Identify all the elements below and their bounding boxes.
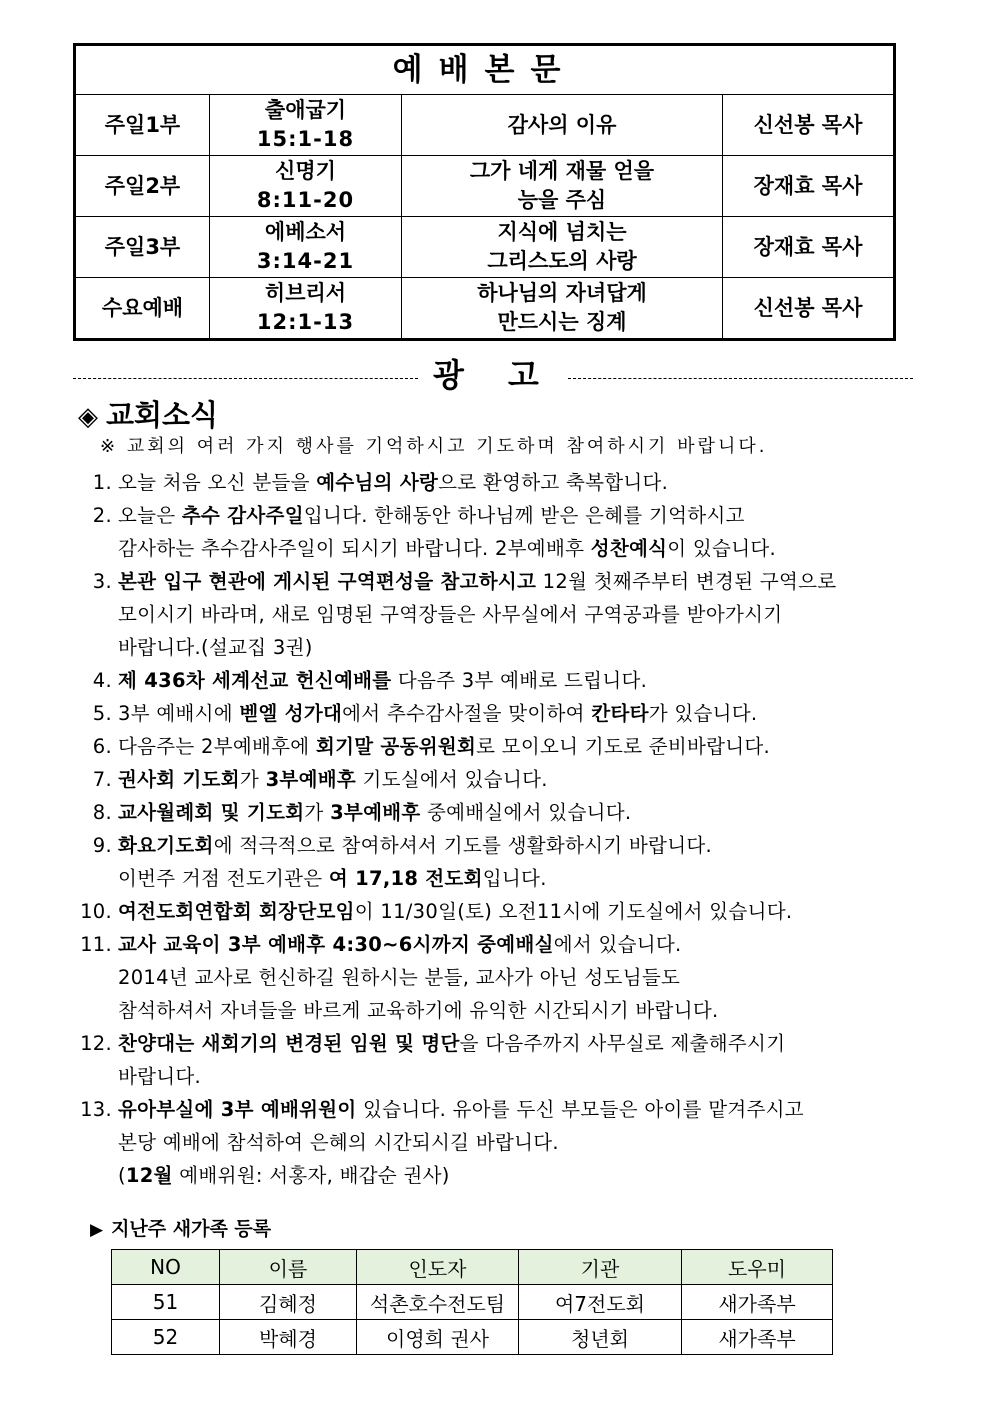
newfamily-header: 도우미 bbox=[682, 1250, 833, 1285]
item-text: 가 bbox=[239, 768, 266, 791]
sermon-row bbox=[75, 156, 895, 217]
sermon-topic bbox=[402, 95, 723, 156]
preacher: 장재효 목사 bbox=[723, 217, 895, 278]
item-text: 중예배실에서 있습니다. bbox=[420, 801, 632, 824]
item-text: 을 다음주까지 사무실로 제출해주시기 bbox=[459, 1032, 786, 1055]
emphasis-text: 제 436차 세계선교 헌신예배를 bbox=[118, 669, 392, 692]
emphasis-text: 찬양대는 새회기의 변경된 임원 및 명단 bbox=[118, 1032, 460, 1055]
newfamily-cell: 새가족부 bbox=[682, 1285, 833, 1320]
item-text: 이 있습니다. bbox=[667, 537, 776, 560]
dashed-divider-left bbox=[73, 378, 418, 379]
sermon-topic bbox=[402, 217, 723, 278]
news-item-line bbox=[66, 961, 926, 994]
news-item-number: 5. bbox=[92, 702, 112, 725]
emphasis-text: 여 17,18 전도회 bbox=[328, 867, 483, 890]
scripture-verse: 3:14-21 bbox=[256, 249, 355, 273]
news-item-line bbox=[66, 895, 926, 928]
news-item-number: 7. bbox=[92, 768, 112, 791]
sermon-row bbox=[75, 95, 895, 156]
newfamily-header: 인도자 bbox=[357, 1250, 519, 1285]
item-text: 이번주 거점 전도기관은 bbox=[118, 867, 329, 890]
newfamily-cell: 여7전도회 bbox=[519, 1285, 682, 1320]
sermon-row bbox=[75, 217, 895, 278]
sermon-table bbox=[73, 43, 896, 341]
item-text: 모이시기 바라며, 새로 임명된 구역장들은 사무실에서 구역공과를 받아가시기 bbox=[118, 603, 783, 626]
item-text: ( bbox=[118, 1164, 126, 1187]
newfamily-table bbox=[111, 1249, 833, 1355]
newfamily-cell: 52 bbox=[112, 1320, 220, 1355]
sermon-row bbox=[75, 278, 895, 340]
ad-title: 광고 bbox=[433, 356, 583, 394]
news-item-number: 1. bbox=[92, 471, 112, 494]
sermon-topic-line: 그리스도의 사랑 bbox=[487, 249, 637, 273]
news-heading-text: 교회소식 bbox=[106, 398, 219, 432]
emphasis-text: 예수님의 사랑 bbox=[316, 471, 439, 494]
emphasis-text: 3부예배후 bbox=[330, 801, 421, 824]
newfamily-cell: 김혜정 bbox=[220, 1285, 357, 1320]
emphasis-text: 칸타타 bbox=[591, 702, 649, 725]
item-text: 다음주는 2부예배후에 bbox=[118, 735, 316, 758]
newfamily-header: NO bbox=[112, 1250, 220, 1285]
news-item-line bbox=[66, 829, 926, 862]
sermon-topic bbox=[402, 278, 723, 340]
item-text: 3부 예배시에 bbox=[118, 702, 240, 725]
item-text: 이 11/30일(토) 오전11시에 기도실에서 있습니다. bbox=[354, 900, 793, 923]
newfamily-title-text: 지난주 새가족 등록 bbox=[111, 1218, 272, 1240]
emphasis-text: 성찬예식 bbox=[590, 537, 668, 560]
news-item-line bbox=[66, 1126, 926, 1159]
item-text: 입니다. bbox=[482, 867, 547, 890]
item-text: 에서 추수감사절을 맞이하여 bbox=[342, 702, 592, 725]
scripture-verse: 8:11-20 bbox=[256, 188, 355, 212]
item-text: 다음주 3부 예배로 드립니다. bbox=[391, 669, 648, 692]
scripture bbox=[210, 217, 402, 278]
scripture-book: 출애굽기 bbox=[264, 98, 347, 122]
triangle-right-icon: ▶ bbox=[90, 1220, 104, 1240]
news-item-number: 2. bbox=[92, 504, 112, 527]
news-item-line bbox=[66, 598, 926, 631]
item-text: 기도실에서 있습니다. bbox=[355, 768, 548, 791]
newfamily-title bbox=[90, 1214, 271, 1241]
item-text: 바랍니다.(설교집 3권) bbox=[118, 636, 313, 659]
newfamily-cell: 51 bbox=[112, 1285, 220, 1320]
news-item-line bbox=[66, 994, 926, 1027]
news-item-number: 11. bbox=[80, 933, 112, 956]
scripture-book: 신명기 bbox=[275, 159, 336, 183]
newfamily-row bbox=[112, 1320, 833, 1355]
news-item-number: 6. bbox=[92, 735, 112, 758]
ad-separator bbox=[73, 350, 913, 394]
news-item-line bbox=[66, 1060, 926, 1093]
item-text: 12월 첫째주부터 변경된 구역으로 bbox=[536, 570, 837, 593]
newfamily-header: 이름 bbox=[220, 1250, 357, 1285]
newfamily-cell: 이영희 권사 bbox=[357, 1320, 519, 1355]
emphasis-text: 화요기도회 bbox=[118, 834, 214, 857]
newfamily-row bbox=[112, 1285, 833, 1320]
news-item-number: 9. bbox=[92, 834, 112, 857]
item-text: 예배위원: 서홍자, 배갑순 권사) bbox=[172, 1164, 450, 1187]
newfamily-header: 기관 bbox=[519, 1250, 682, 1285]
sermon-topic-line: 그가 네게 재물 얻을 bbox=[469, 159, 655, 183]
scripture bbox=[210, 278, 402, 340]
news-item-line bbox=[66, 697, 926, 730]
news-item-line bbox=[66, 730, 926, 763]
item-text: 본당 예배에 참석하여 은혜의 시간되시길 바랍니다. bbox=[118, 1131, 559, 1154]
item-text: 오늘은 bbox=[118, 504, 182, 527]
item-text: 오늘 처음 오신 분들을 bbox=[118, 471, 317, 494]
news-note: ※ 교회의 여러 가지 행사를 기억하시고 기도하며 참여하시기 바랍니다. bbox=[100, 436, 768, 457]
sermon-title: 예배본문 bbox=[75, 45, 895, 95]
sermon-topic-line: 감사의 이유 bbox=[507, 112, 617, 137]
news-item-line bbox=[66, 499, 926, 532]
item-text: 로 모이오니 기도로 준비바랍니다. bbox=[476, 735, 771, 758]
scripture-verse: 15:1-18 bbox=[256, 127, 355, 151]
item-text: 감사하는 추수감사주일이 되시기 바랍니다. 2부예배후 bbox=[118, 537, 591, 560]
preacher: 신선봉 목사 bbox=[723, 95, 895, 156]
item-text: 에서 있습니다. bbox=[553, 933, 682, 956]
news-item-number: 3. bbox=[92, 570, 112, 593]
sermon-topic-line: 지식에 넘치는 bbox=[497, 220, 627, 244]
sermon-topic bbox=[402, 156, 723, 217]
emphasis-text: 교사월례회 및 기도회 bbox=[118, 801, 305, 824]
item-text: 바랍니다. bbox=[118, 1065, 202, 1088]
dashed-divider-right bbox=[568, 378, 913, 379]
emphasis-text: 본관 입구 현관에 게시된 구역편성을 참고하시고 bbox=[118, 570, 537, 593]
news-item-line bbox=[66, 631, 926, 664]
scripture-book: 히브리서 bbox=[264, 281, 347, 305]
service-name: 주일2부 bbox=[75, 156, 210, 217]
news-item-number: 12. bbox=[80, 1032, 112, 1055]
item-text: 으로 환영하고 축복합니다. bbox=[438, 471, 669, 494]
news-heading bbox=[78, 393, 218, 434]
news-item-line bbox=[66, 928, 926, 961]
sermon-topic-line: 만드시는 징계 bbox=[497, 310, 627, 334]
newfamily-cell: 박혜경 bbox=[220, 1320, 357, 1355]
service-name: 주일1부 bbox=[75, 95, 210, 156]
item-text: 2014년 교사로 헌신하길 원하시는 분들, 교사가 아닌 성도님들도 bbox=[118, 966, 681, 989]
sermon-topic-line: 하나님의 자녀답게 bbox=[477, 281, 647, 305]
emphasis-text: 권사회 기도회 bbox=[118, 768, 240, 791]
sermon-topic-line: 능을 주심 bbox=[517, 188, 607, 212]
newfamily-cell: 석촌호수전도팀 bbox=[357, 1285, 519, 1320]
service-name: 주일3부 bbox=[75, 217, 210, 278]
newfamily-cell: 청년회 bbox=[519, 1320, 682, 1355]
item-text: 가 bbox=[304, 801, 331, 824]
item-text: 있습니다. 유아를 두신 부모들은 아이를 맡겨주시고 bbox=[356, 1098, 804, 1121]
news-item-number: 4. bbox=[92, 669, 112, 692]
news-item-line bbox=[66, 466, 926, 499]
emphasis-text: 벧엘 성가대 bbox=[239, 702, 343, 725]
preacher: 신선봉 목사 bbox=[723, 278, 895, 340]
news-item-line bbox=[66, 1027, 926, 1060]
item-text: 가 있습니다. bbox=[648, 702, 758, 725]
emphasis-text: 교사 교육이 3부 예배후 4:30~6시까지 중예배실 bbox=[118, 933, 554, 956]
diamond-icon: ◈ bbox=[78, 402, 98, 432]
news-item-number: 13. bbox=[80, 1098, 112, 1121]
scripture bbox=[210, 156, 402, 217]
news-item-number: 8. bbox=[92, 801, 112, 824]
news-item-line bbox=[66, 664, 926, 697]
news-item-line bbox=[66, 862, 926, 895]
item-text: 에 적극적으로 참여하셔서 기도를 생활화하시기 바랍니다. bbox=[213, 834, 712, 857]
emphasis-text: 여전도회연합회 회장단모임 bbox=[118, 900, 355, 923]
item-text: 입니다. 한해동안 하나님께 받은 은혜를 기억하시고 bbox=[303, 504, 745, 527]
news-list bbox=[66, 466, 926, 1192]
news-item-line bbox=[66, 796, 926, 829]
emphasis-text: 3부예배후 bbox=[265, 768, 356, 791]
emphasis-text: 유아부실에 3부 예배위원이 bbox=[118, 1098, 357, 1121]
preacher: 장재효 목사 bbox=[723, 156, 895, 217]
item-text: 참석하셔서 자녀들을 바르게 교육하기에 유익한 시간되시기 바랍니다. bbox=[118, 999, 719, 1022]
emphasis-text: 회기말 공동위원회 bbox=[315, 735, 477, 758]
news-item-line bbox=[66, 532, 926, 565]
emphasis-text: 추수 감사주일 bbox=[181, 504, 304, 527]
news-item-line bbox=[66, 1093, 926, 1126]
news-item-line bbox=[66, 763, 926, 796]
emphasis-text: 12월 bbox=[125, 1164, 173, 1187]
newfamily-cell: 새가족부 bbox=[682, 1320, 833, 1355]
news-item-number: 10. bbox=[80, 900, 112, 923]
scripture-verse: 12:1-13 bbox=[256, 310, 355, 334]
news-item-line bbox=[66, 1159, 926, 1192]
scripture-book: 에베소서 bbox=[264, 220, 347, 244]
scripture bbox=[210, 95, 402, 156]
news-item-line bbox=[66, 565, 926, 598]
service-name: 수요예배 bbox=[75, 278, 210, 340]
